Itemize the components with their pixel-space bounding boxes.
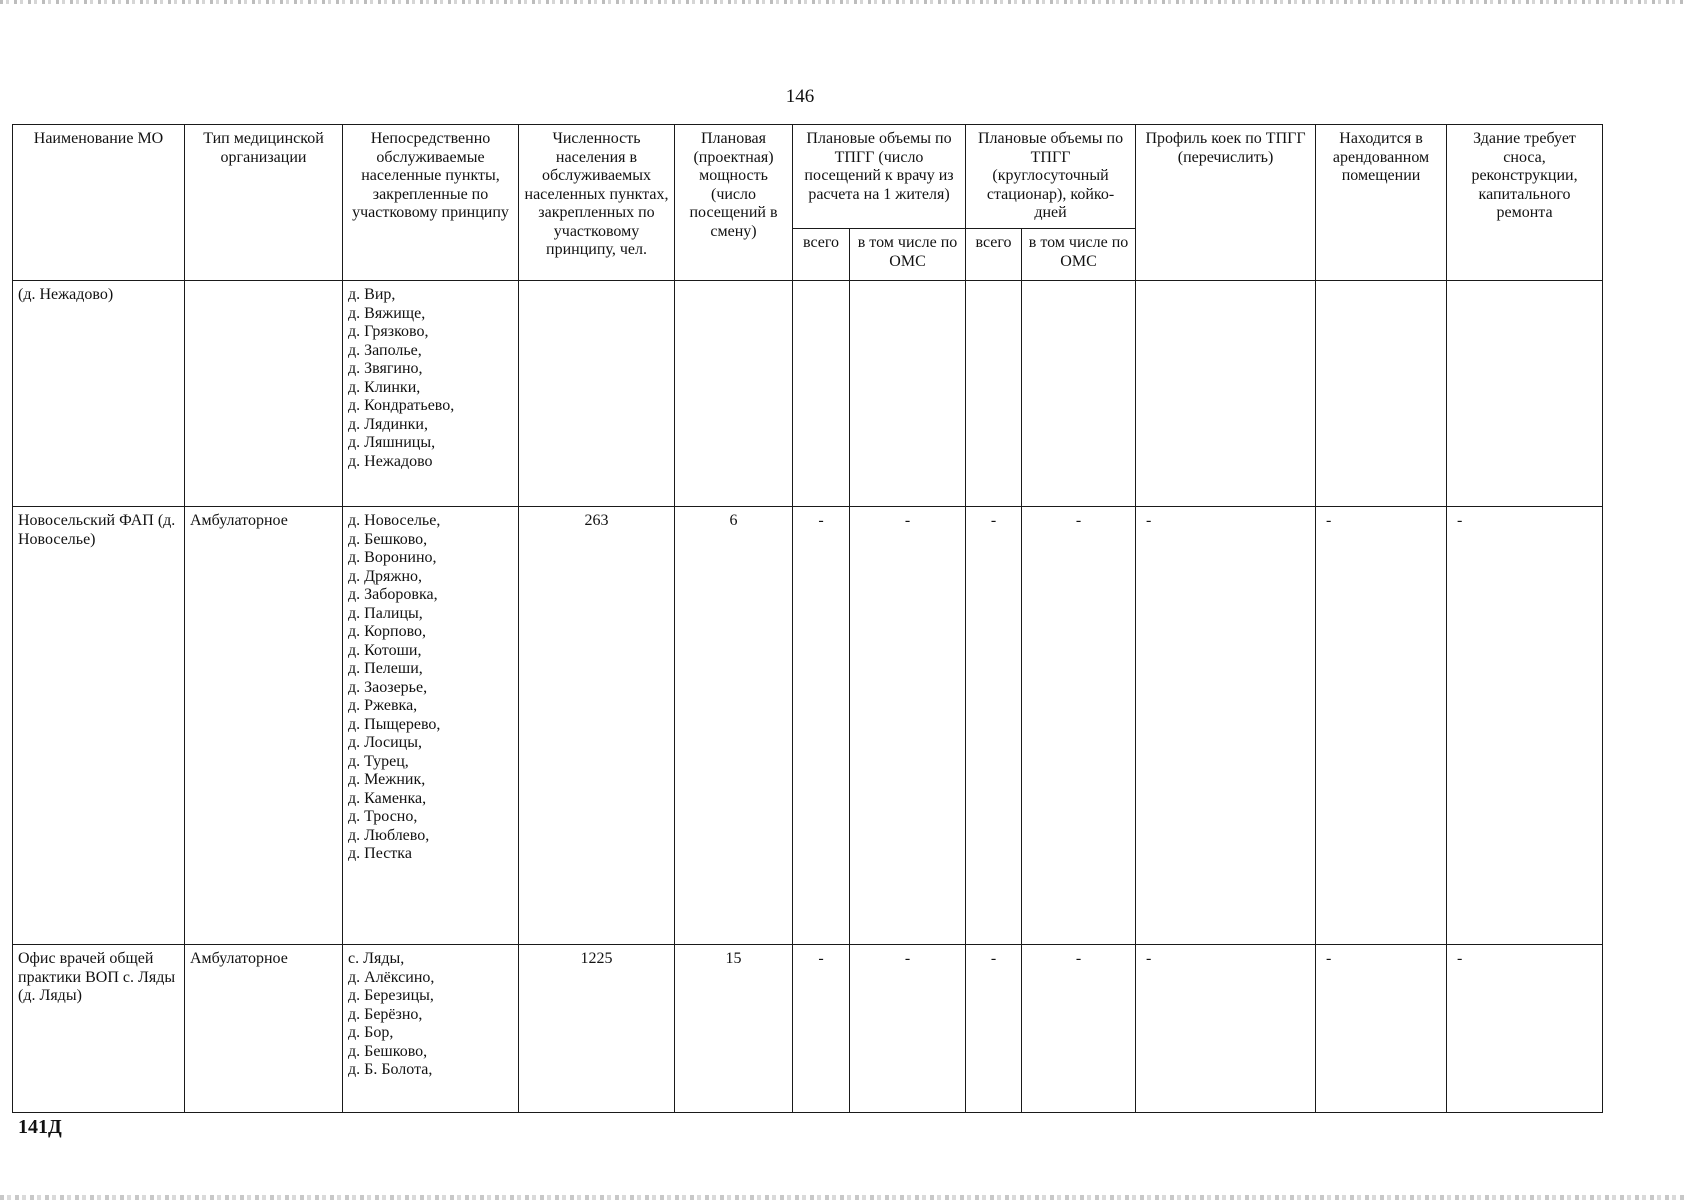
locality-item: д. Березицы, [348, 987, 434, 1004]
cell-visits-oms: - [850, 945, 966, 1113]
cell-rented: - [1316, 507, 1447, 945]
cell-building: - [1447, 507, 1603, 945]
subheader-visits-total: всего [793, 229, 850, 281]
scan-edge-bottom [0, 1195, 1686, 1200]
locality-item: с. Ляды, [348, 950, 405, 967]
cell-bed-profile [1136, 281, 1316, 507]
locality-item: д. Лосицы, [348, 734, 422, 751]
cell-building [1447, 281, 1603, 507]
header-type: Тип медицинской организации [185, 125, 343, 281]
locality-item: д. Вяжище, [348, 304, 426, 322]
cell-beds-oms: - [1022, 507, 1136, 945]
locality-item: д. Пыщерево, [348, 715, 441, 733]
cell-building: - [1447, 945, 1603, 1113]
page-number: 146 [785, 86, 815, 107]
locality-item: д. Палицы, [348, 604, 423, 622]
locality-item: д. Пелеши, [348, 660, 423, 677]
locality-item: д. Тросно, [348, 808, 418, 825]
locality-item: д. Бор, [348, 1024, 394, 1041]
cell-visits-total: - [793, 507, 850, 945]
locality-item: д. Заполье, [348, 341, 422, 359]
locality-item: д. Каменка, [348, 789, 427, 807]
locality-item: д. Звягино, [348, 360, 423, 377]
locality-item: д. Дряжно, [348, 567, 423, 585]
cell-type: Амбулаторное [185, 945, 343, 1113]
header-population: Численность населения в обслуживаемых населенных пунктах, закрепленных по участковому принципу, чел. [519, 125, 675, 281]
cell-type: Амбулаторное [185, 507, 343, 945]
cell-visits-oms: - [850, 507, 966, 945]
locality-item: д. Грязково, [348, 323, 429, 340]
header-localities: Непосредственно обслуживаемые населенные пункты, закрепленные по участковому принципу [343, 125, 519, 281]
cell-visits-oms [850, 281, 966, 507]
document-code: 141Д [18, 1116, 62, 1138]
locality-item: д. Бешково, [348, 1042, 428, 1060]
locality-item: д. Турец, [348, 752, 409, 770]
locality-item: д. Клинки, [348, 378, 421, 396]
subheader-beds-oms: в том числе по ОМС [1022, 229, 1136, 281]
table-row [13, 507, 1603, 945]
locality-item: д. Воронино, [348, 549, 437, 566]
locality-item: д. Нежадово [348, 452, 433, 470]
header-name: Наименование МО [13, 125, 185, 281]
header-rented: Находится в арендованном помещении [1316, 125, 1447, 281]
locality-item: д. Ржевка, [348, 697, 418, 714]
locality-item: д. Межник, [348, 771, 426, 788]
cell-name: Новосельский ФАП (д. Новоселье) [13, 507, 185, 945]
cell-rented [1316, 281, 1447, 507]
locality-item: д. Алёксино, [348, 968, 435, 986]
medical-organizations-table [12, 124, 1603, 1113]
cell-capacity: 15 [675, 945, 793, 1113]
cell-localities [343, 507, 519, 945]
locality-item: д. Бешково, [348, 530, 428, 548]
locality-item: д. Б. Болота, [348, 1061, 433, 1078]
scan-edge-top [0, 0, 1686, 4]
locality-item: д. Новоселье, [348, 512, 441, 529]
cell-localities [343, 281, 519, 507]
header-bed-profile: Профиль коек по ТПГГ (перечислить) [1136, 125, 1316, 281]
cell-bed-profile: - [1136, 945, 1316, 1113]
cell-beds-total: - [966, 507, 1022, 945]
cell-rented: - [1316, 945, 1447, 1113]
cell-localities [343, 945, 519, 1113]
locality-item: д. Люблево, [348, 826, 430, 844]
cell-beds-total: - [966, 945, 1022, 1113]
locality-item: д. Берёзно, [348, 1005, 423, 1023]
subheader-beds-total: всего [966, 229, 1022, 281]
locality-item: д. Котоши, [348, 641, 422, 659]
header-visits-group: Плановые объемы по ТПГГ (число посещений к врачу из расчета на 1 жителя) [793, 125, 966, 229]
cell-name: Офис врачей общей практики ВОП с. Ляды (д. Ляды) [13, 945, 185, 1113]
cell-capacity: 6 [675, 507, 793, 945]
cell-beds-oms: - [1022, 945, 1136, 1113]
locality-item: д. Корпово, [348, 623, 427, 640]
cell-population [519, 281, 675, 507]
cell-visits-total [793, 281, 850, 507]
header-beds-group: Плановые объемы по ТПГГ (круглосуточный стационар), койко-дней [966, 125, 1136, 229]
table-row [13, 945, 1603, 1113]
locality-item: д. Ляшницы, [348, 434, 436, 451]
locality-item: д. Заозерье, [348, 678, 428, 696]
locality-item: д. Вир, [348, 286, 396, 303]
cell-population: 263 [519, 507, 675, 945]
cell-beds-oms [1022, 281, 1136, 507]
cell-beds-total [966, 281, 1022, 507]
locality-item: д. Заборовка, [348, 586, 438, 603]
table-row [13, 281, 1603, 507]
locality-item: д. Кондратьево, [348, 397, 455, 414]
subheader-visits-oms: в том числе по ОМС [850, 229, 966, 281]
cell-capacity [675, 281, 793, 507]
locality-item: д. Лядинки, [348, 415, 428, 433]
locality-item: д. Пестка [348, 845, 412, 862]
cell-type [185, 281, 343, 507]
cell-bed-profile: - [1136, 507, 1316, 945]
header-row [13, 125, 1603, 229]
header-capacity: Плановая (проектная) мощность (число посещений в смену) [675, 125, 793, 281]
header-building: Здание требует сноса, реконструкции, капитального ремонта [1447, 125, 1603, 281]
cell-visits-total: - [793, 945, 850, 1113]
cell-name: (д. Нежадово) [13, 281, 185, 507]
cell-population: 1225 [519, 945, 675, 1113]
